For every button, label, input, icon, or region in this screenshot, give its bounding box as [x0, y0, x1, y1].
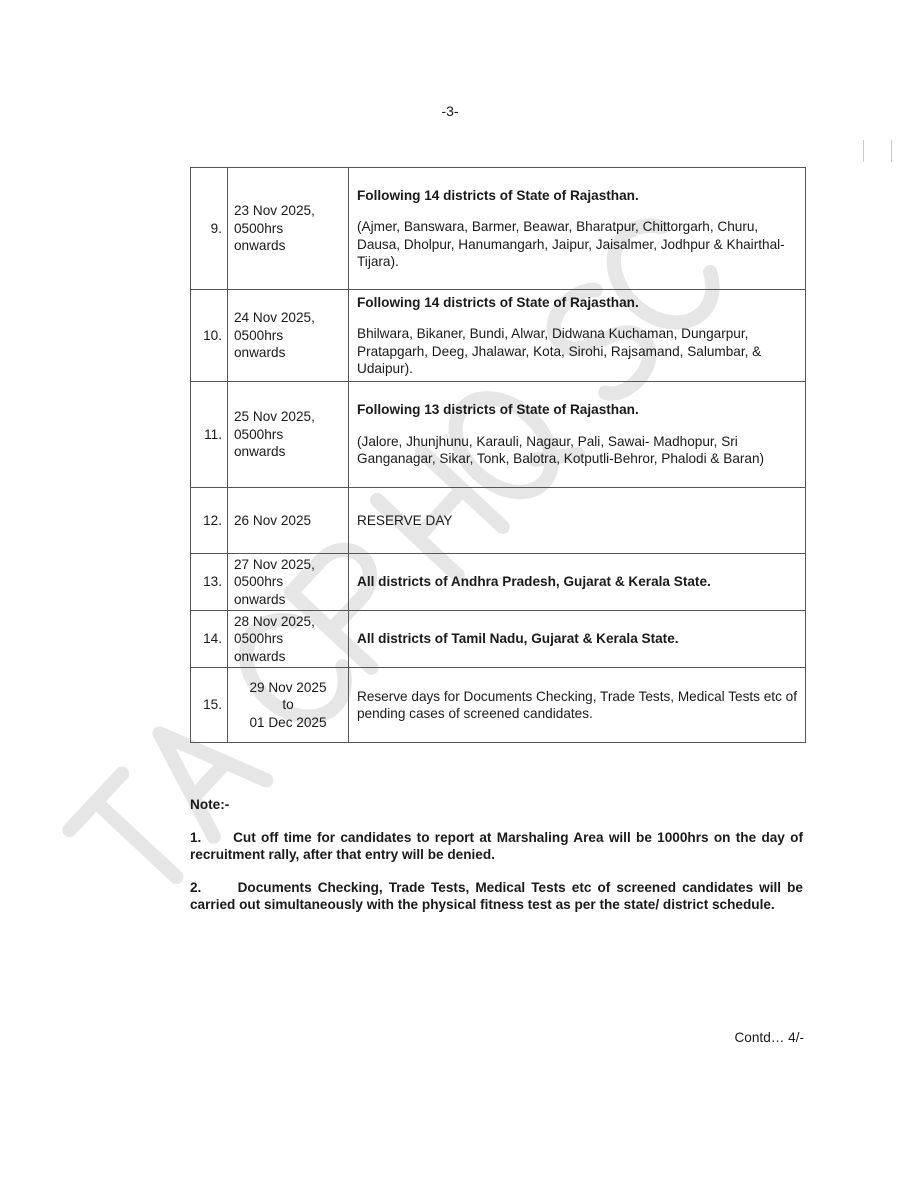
date-line: onwards	[234, 648, 286, 664]
date-line: 23 Nov 2025,	[234, 203, 315, 219]
date-line: 26 Nov 2025	[234, 512, 312, 528]
districts-cell: All districts of Tamil Nadu, Gujarat & Kerala State.	[349, 611, 806, 668]
serial-number: 10.	[191, 290, 228, 382]
row-heading: Following 13 districts of State of Rajasthan.	[357, 402, 639, 418]
date-line: onwards	[234, 444, 286, 460]
districts-cell	[349, 382, 806, 488]
serial-number: 15.	[191, 668, 228, 743]
watermark-glyph	[70, 774, 203, 905]
date-line: 0500hrs	[234, 327, 284, 343]
district-list: (Jalore, Jhunjhunu, Karauli, Nagaur, Pali, Sawai- Madhopur, Sri Ganganagar, Sikar, Tonk, Balotra, Kotputli-Behror, Phalodi & Baran)	[357, 433, 765, 467]
date-line: 27 Nov 2025,	[234, 556, 315, 572]
date-line: 25 Nov 2025,	[234, 409, 315, 425]
scan-edge-mark	[863, 140, 864, 162]
notes-title: Note:-	[190, 797, 230, 812]
serial-number: 12.	[191, 488, 228, 554]
serial-number: 13.	[191, 554, 228, 611]
note-item: 2. Documents Checking, Trade Tests, Medical Tests etc of screened candidates will be carried out simultaneously with the physical fitness test as per the state/ district schedule.	[190, 880, 803, 912]
reserve-day-cell: RESERVE DAY	[349, 488, 806, 554]
serial-number: 14.	[191, 611, 228, 668]
table-row	[191, 554, 806, 611]
table-row	[191, 168, 806, 290]
date-line: 24 Nov 2025,	[234, 310, 315, 326]
row-heading: Following 14 districts of State of Rajasthan.	[357, 294, 639, 310]
table-row	[191, 668, 806, 743]
date-line: 01 Dec 2025	[249, 714, 327, 730]
table-row	[191, 290, 806, 382]
continued-marker: Contd… 4/-	[734, 1030, 804, 1045]
date-line: onwards	[234, 238, 286, 254]
date-cell	[228, 168, 349, 290]
date-line: 0500hrs	[234, 220, 284, 236]
date-cell	[228, 554, 349, 611]
districts-cell	[349, 168, 806, 290]
row-heading: Following 14 districts of State of Rajasthan.	[357, 187, 639, 203]
serial-number: 11.	[191, 382, 228, 488]
district-list: (Ajmer, Banswara, Barmer, Beawar, Bharatpur, Chittorgarh, Churu, Dausa, Dholpur, Hanumangarh, Jaipur, Jaisalmer, Jodhpur & Khairthal-Tijara).	[357, 219, 785, 269]
table-row	[191, 611, 806, 668]
table-row	[191, 382, 806, 488]
note-item: 1. Cut off time for candidates to report at Marshaling Area will be 1000hrs on the day of recruitment rally, after that entry will be denied.	[190, 830, 803, 862]
date-line: 0500hrs	[234, 631, 284, 647]
date-line: to	[282, 697, 294, 713]
districts-cell	[349, 290, 806, 382]
serial-number: 9.	[191, 168, 228, 290]
notes-section	[190, 796, 803, 929]
page-number: -3-	[441, 103, 459, 119]
date-line: 28 Nov 2025,	[234, 613, 315, 629]
date-line: 0500hrs	[234, 426, 284, 442]
date-cell	[228, 290, 349, 382]
date-cell	[228, 668, 349, 743]
scan-edge-mark	[891, 140, 892, 162]
districts-cell: All districts of Andhra Pradesh, Gujarat & Kerala State.	[349, 554, 806, 611]
date-cell	[228, 382, 349, 488]
date-line: onwards	[234, 345, 286, 361]
table-row	[191, 488, 806, 554]
reserve-days-cell: Reserve days for Documents Checking, Trade Tests, Medical Tests etc of pending cases of screened candidates.	[349, 668, 806, 743]
district-list: Bhilwara, Bikaner, Bundi, Alwar, Didwana Kuchaman, Dungarpur, Pratapgarh, Deeg, Jhalawar, Kota, Sirohi, Rajsamand, Salumbar, & Udaipur).	[357, 326, 762, 376]
date-cell	[228, 488, 349, 554]
schedule-table	[190, 167, 806, 743]
date-line: 0500hrs	[234, 574, 284, 590]
date-line: 29 Nov 2025	[249, 679, 327, 695]
date-cell	[228, 611, 349, 668]
date-line: onwards	[234, 591, 286, 607]
